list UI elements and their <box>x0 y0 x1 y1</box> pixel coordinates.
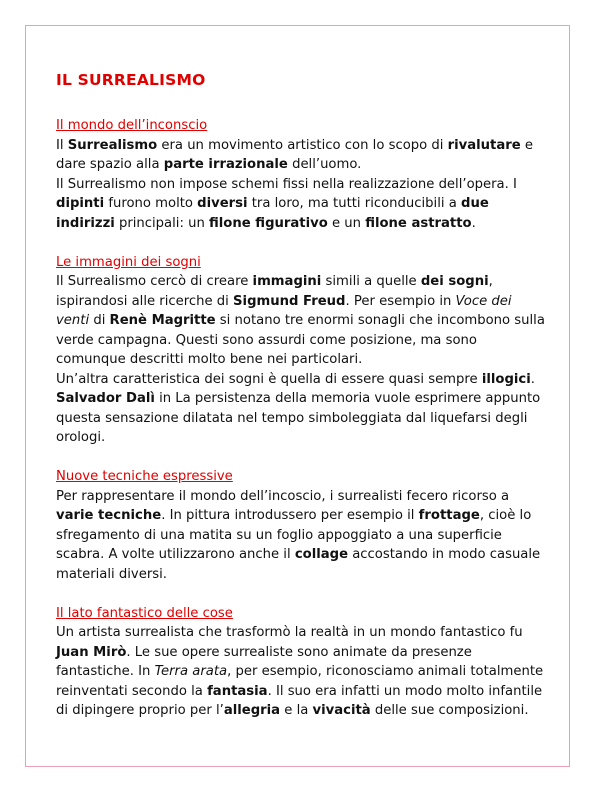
bold-text: allegria <box>223 703 281 718</box>
text-run: Il <box>56 137 68 153</box>
text-run: e la <box>280 703 313 718</box>
section <box>56 467 546 584</box>
text-run: , per esempio, riconosciamo animali totalmente reinventati secondo la <box>56 664 544 699</box>
text-run: Il Surrealismo non impose schemi fissi nella realizzazione dell’opera. I <box>56 176 517 192</box>
paragraph <box>56 623 546 721</box>
paragraph <box>56 136 546 175</box>
bold-text: Salvador Dalì <box>56 391 155 406</box>
bold-text: dipinti <box>56 196 105 211</box>
section-heading: Nuove tecniche espressive <box>56 469 233 484</box>
text-run: . Il suo era infatti un modo molto infantile di dipingere proprio per l’ <box>56 683 543 718</box>
bold-text: parte irrazionale <box>163 157 288 172</box>
text-run: . <box>471 215 476 231</box>
text-run: , ispirandosi alle ricerche di <box>56 274 493 309</box>
italic-title: Terra arata <box>154 664 228 679</box>
bold-text: filone astratto <box>365 215 472 231</box>
bold-text: Sigmund Freud <box>233 293 346 309</box>
section-heading: Le immagini dei sogni <box>56 254 201 270</box>
text-run: . Le sue opere surrealiste sono animate da presenze fantastiche. In <box>56 644 472 679</box>
text-run: . <box>530 371 535 387</box>
section <box>56 604 546 721</box>
section <box>56 253 546 448</box>
bold-text: Juan Mirò <box>56 644 127 660</box>
paragraph <box>56 487 546 585</box>
text-run: . In pittura introdussero per esempio il <box>161 508 419 523</box>
text-run: furono molto <box>104 196 198 211</box>
bold-text: dei sogni <box>420 274 489 289</box>
paragraph <box>56 175 546 234</box>
text-run: e un <box>327 215 366 231</box>
text-run: accostando in modo casuale materiali diversi. <box>56 547 541 582</box>
text-run: delle sue composizioni. <box>370 703 529 718</box>
paragraph <box>56 272 546 370</box>
text-run: simili a quelle <box>321 274 421 289</box>
text-run: , cioè lo sfregamento di una matita su un foglio appoggiato a una superficie scabra. A volte utilizzarono anche il <box>56 508 532 562</box>
text-run: Il Surrealismo cercò di creare <box>56 274 253 289</box>
document-title: IL SURREALISMO <box>56 71 206 89</box>
document-content <box>56 70 546 740</box>
bold-text: due indirizzi <box>56 196 489 231</box>
bold-text: diversi <box>197 196 248 211</box>
bold-text: collage <box>294 547 349 562</box>
text-run: Un artista surrealista che trasformò la realtà in un mondo fantastico fu <box>56 625 523 640</box>
sections-container <box>56 116 546 721</box>
text-run: e dare spazio alla <box>56 137 534 172</box>
text-run: Un’altra caratteristica dei sogni è quella di essere quasi sempre <box>56 371 482 387</box>
bold-text: varie tecniche <box>56 508 162 523</box>
bold-text: frottage <box>418 508 480 523</box>
paragraph <box>56 370 546 448</box>
bold-text: Renè Magritte <box>109 313 216 328</box>
text-run: dell’uomo. <box>287 157 362 172</box>
section <box>56 116 546 233</box>
section-heading: Il lato fantastico delle cose <box>56 605 233 621</box>
text-run: principali: un <box>114 215 210 231</box>
bold-text: vivacità <box>312 703 371 718</box>
section-heading: Il mondo dell’inconscio <box>56 118 208 133</box>
text-run: era un movimento artistico con lo scopo di <box>157 137 448 153</box>
text-run: in La persistenza della memoria vuole esprimere appunto questa sensazione dilatata nel tempo simboleggiata dal liquefarsi degli orologi. <box>56 391 541 445</box>
bold-text: Surrealismo <box>67 137 158 153</box>
text-run: di <box>89 313 110 328</box>
text-run: si notano tre enormi sonagli che incombono sulla verde campagna. Questi sono assurdi come posizione, ma sono comunque descritti molto bene nei particolari. <box>56 313 545 367</box>
text-run: Per rappresentare il mondo dell’incoscio, i surrealisti fecero ricorso a <box>56 488 510 504</box>
bold-text: illogici <box>481 371 531 387</box>
bold-text: filone figurativo <box>209 215 328 231</box>
text-run: tra loro, ma tutti riconducibili a <box>247 196 461 211</box>
bold-text: rivalutare <box>447 137 521 153</box>
bold-text: immagini <box>252 274 322 289</box>
bold-text: fantasia <box>207 683 268 699</box>
italic-title: Voce dei venti <box>56 293 512 328</box>
text-run: . Per esempio in <box>345 293 456 309</box>
